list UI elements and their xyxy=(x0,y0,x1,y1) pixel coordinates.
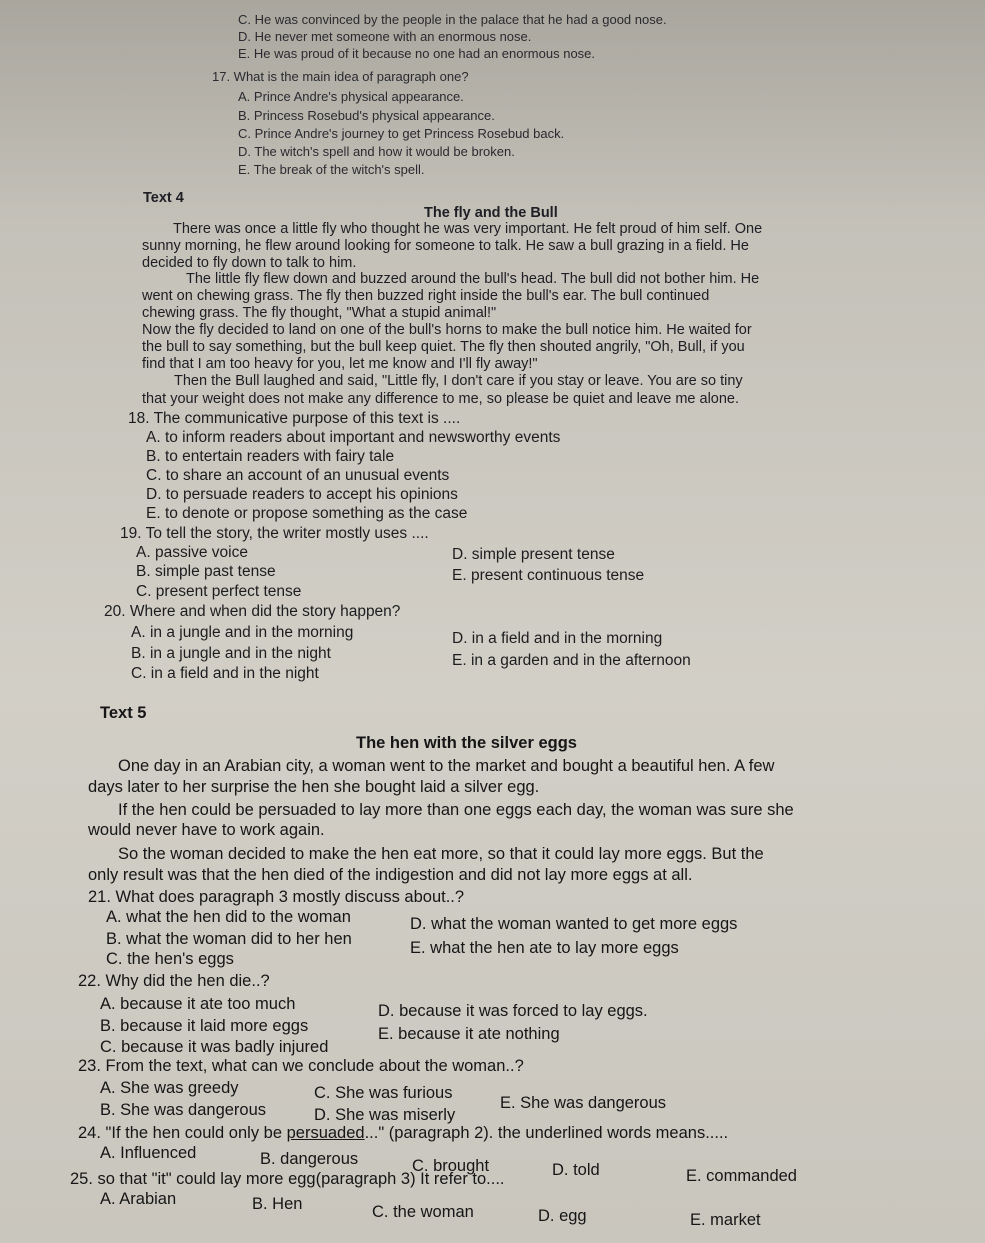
q19-option-a: A. passive voice xyxy=(136,544,248,561)
q19-question: 19. To tell the story, the writer mostly uses .... xyxy=(120,525,429,542)
q21-option-b: B. what the woman did to her hen xyxy=(106,930,352,948)
q22-option-b: B. because it laid more eggs xyxy=(100,1017,309,1035)
q23-option-a: A. She was greedy xyxy=(100,1079,239,1097)
q25-option-d: D. egg xyxy=(538,1207,587,1225)
text4-line: went on chewing grass. The fly then buzzed right inside the bull's ear. The bull continued xyxy=(142,288,710,304)
q16-option-e: E. He was proud of it because no one had an enormous nose. xyxy=(238,46,596,61)
text5-line: only result was that the hen died of the indigestion and did not lay more eggs at all. xyxy=(88,866,693,884)
text4-line: The little fly flew down and buzzed around the bull's head. The bull did not bother him. He xyxy=(186,271,760,287)
q22-option-a: A. because it ate too much xyxy=(100,995,296,1013)
q20-option-c: C. in a field and in the night xyxy=(131,665,319,682)
q21-question: 21. What does paragraph 3 mostly discuss about..? xyxy=(88,888,465,906)
q23-option-c: C. She was furious xyxy=(314,1084,453,1102)
q23-option-b: B. She was dangerous xyxy=(100,1101,267,1119)
q25-option-c: C. the woman xyxy=(372,1203,474,1221)
text4-line: Then the Bull laughed and said, "Little fly, I don't care if you stay or leave. You are so tiny xyxy=(174,373,743,389)
text4-line: decided to fly down to talk to him. xyxy=(142,255,357,271)
q17-option-d: D. The witch's spell and how it would be broken. xyxy=(238,144,515,159)
text4-line: chewing grass. The fly thought, "What a stupid animal!" xyxy=(142,305,497,321)
text4-line: the bull to say something, but the bull keep quiet. The fly then shouted angrily, "Oh, Bull, if you xyxy=(142,339,745,355)
q23-option-e: E. She was dangerous xyxy=(500,1094,667,1112)
q18-question: 18. The communicative purpose of this text is .... xyxy=(128,410,461,427)
q16-option-c: C. He was convinced by the people in the palace that he had a good nose. xyxy=(238,12,667,27)
q23-question: 23. From the text, what can we conclude about the woman..? xyxy=(78,1057,524,1075)
q20-option-e: E. in a garden and in the afternoon xyxy=(452,652,691,669)
q25-option-e: E. market xyxy=(690,1211,761,1229)
text5-label: Text 5 xyxy=(100,704,147,722)
q20-question: 20. Where and when did the story happen? xyxy=(104,603,401,620)
text4-title: The fly and the Bull xyxy=(424,205,558,221)
text4-label: Text 4 xyxy=(143,190,184,206)
q22-option-e: E. because it ate nothing xyxy=(378,1025,560,1043)
q25-option-b: B. Hen xyxy=(252,1195,303,1213)
q25-question: 25. so that "it" could lay more egg(paragraph 3) It refer to.... xyxy=(70,1170,505,1188)
q24-option-a: A. Influenced xyxy=(100,1144,197,1162)
q17-option-b: B. Princess Rosebud's physical appearance. xyxy=(238,108,495,123)
q22-option-c: C. because it was badly injured xyxy=(100,1038,329,1056)
q21-option-c: C. the hen's eggs xyxy=(106,950,234,968)
q25-option-a: A. Arabian xyxy=(100,1190,177,1208)
q23-option-d: D. She was miserly xyxy=(314,1106,456,1124)
q19-option-e: E. present continuous tense xyxy=(452,567,645,584)
q22-option-d: D. because it was forced to lay eggs. xyxy=(378,1002,648,1020)
q21-option-e: E. what the hen ate to lay more eggs xyxy=(410,939,679,957)
q24-option-b: B. dangerous xyxy=(260,1150,359,1168)
q17-question: 17. What is the main idea of paragraph one? xyxy=(212,69,469,84)
text5-line: So the woman decided to make the hen eat more, so that it could lay more eggs. But the xyxy=(118,845,764,863)
q19-option-d: D. simple present tense xyxy=(452,546,615,563)
q18-option-e: E. to denote or propose something as the case xyxy=(146,505,468,522)
q17-option-a: A. Prince Andre's physical appearance. xyxy=(238,89,464,104)
q20-option-a: A. in a jungle and in the morning xyxy=(131,624,354,641)
q17-option-c: C. Prince Andre's journey to get Princess Rosebud back. xyxy=(238,126,565,141)
q18-option-b: B. to entertain readers with fairy tale xyxy=(146,448,395,465)
text5-line: One day in an Arabian city, a woman went to the market and bought a beautiful hen. A few xyxy=(118,757,775,775)
q24-question-end: ..." (paragraph 2). the underlined words means..... xyxy=(364,1124,729,1142)
q24-underlined-word: persuaded xyxy=(286,1124,365,1142)
q24-question xyxy=(78,1124,728,1143)
text4-line: There was once a little fly who thought he was very important. He felt proud of him self. One xyxy=(173,221,763,237)
q24-question-start: 24. "If the hen could only be xyxy=(78,1124,287,1142)
q19-option-c: C. present perfect tense xyxy=(136,583,302,600)
q24-option-d: D. told xyxy=(552,1161,600,1179)
text5-line: days later to her surprise the hen she bought laid a silver egg. xyxy=(88,778,540,796)
q24-option-e: E. commanded xyxy=(686,1167,797,1185)
text4-line: sunny morning, he flew around looking for someone to talk. He saw a bull grazing in a field. He xyxy=(142,238,749,254)
q22-question: 22. Why did the hen die..? xyxy=(78,972,270,990)
q21-option-d: D. what the woman wanted to get more eggs xyxy=(410,915,738,933)
q24-option-c: C. brought xyxy=(412,1157,490,1175)
text5-line: would never have to work again. xyxy=(88,821,325,839)
q21-option-a: A. what the hen did to the woman xyxy=(106,908,351,926)
q18-option-a: A. to inform readers about important and newsworthy events xyxy=(146,429,561,446)
q17-option-e: E. The break of the witch's spell. xyxy=(238,162,425,177)
q20-option-d: D. in a field and in the morning xyxy=(452,630,663,647)
text5-line: If the hen could be persuaded to lay more than one eggs each day, the woman was sure she xyxy=(118,801,794,819)
q19-option-b: B. simple past tense xyxy=(136,563,276,580)
q16-option-d: D. He never met someone with an enormous nose. xyxy=(238,29,532,44)
text5-title: The hen with the silver eggs xyxy=(356,734,577,752)
text4-line: that your weight does not make any difference to me, so please be quiet and leave me alone. xyxy=(142,391,740,407)
text4-line: Now the fly decided to land on one of the bull's horns to make the bull notice him. He waited for xyxy=(142,322,752,338)
q18-option-d: D. to persuade readers to accept his opinions xyxy=(146,486,458,503)
q18-option-c: C. to share an account of an unusual events xyxy=(146,467,450,484)
q20-option-b: B. in a jungle and in the night xyxy=(131,645,331,662)
text4-line: find that I am too heavy for you, let me know and I'll fly away!" xyxy=(142,356,538,372)
